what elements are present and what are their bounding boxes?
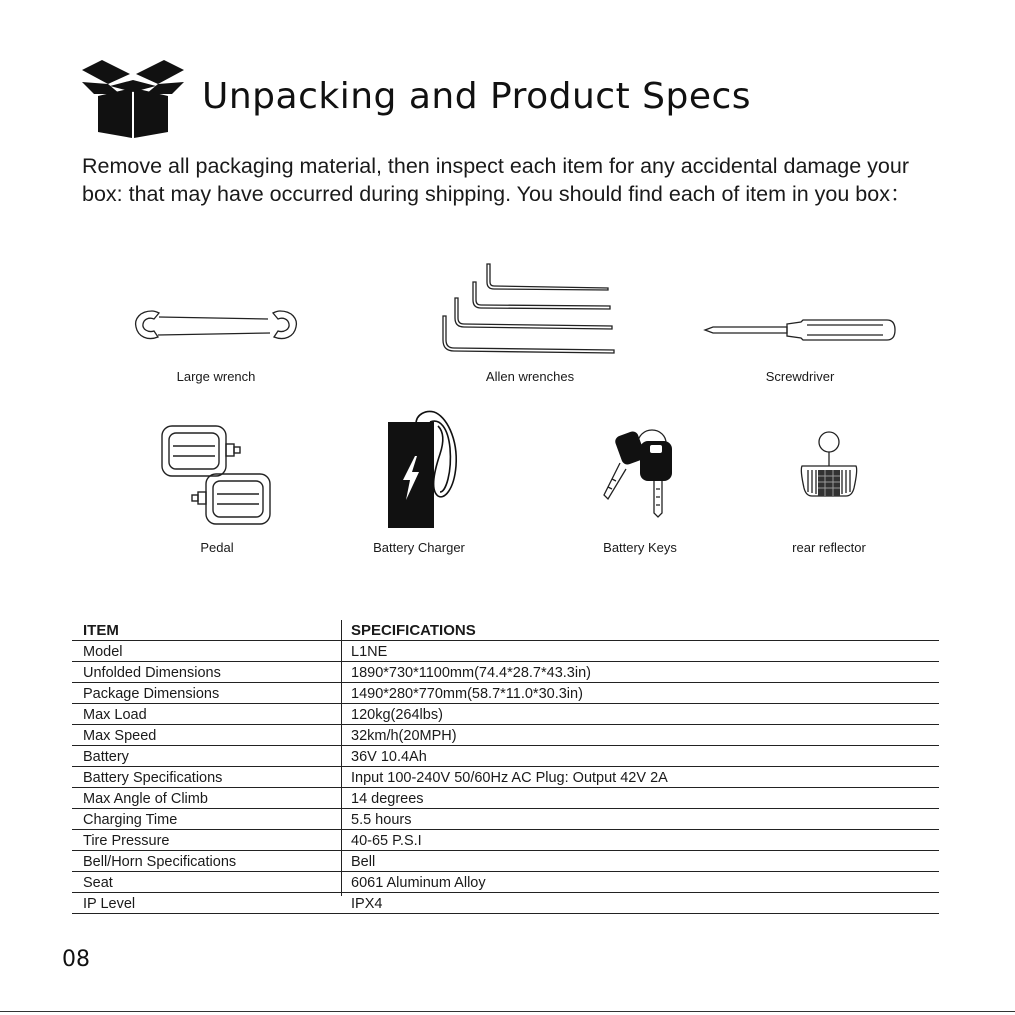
spec-value: 1490*280*770mm(58.7*11.0*30.3in) [351, 686, 583, 702]
screwdriver-icon [703, 316, 897, 344]
page-number: 08 [62, 947, 90, 972]
item-caption: rear reflector [792, 540, 866, 555]
spec-value: Input 100-240V 50/60Hz AC Plug: Output 42V 2A [351, 770, 668, 786]
spec-value: 14 degrees [351, 791, 424, 807]
spec-item: IP Level [83, 896, 136, 912]
item-caption: Screwdriver [765, 369, 835, 384]
column-header-item: ITEM [83, 622, 119, 639]
table-row [72, 788, 939, 809]
item-caption: Pedal [200, 540, 234, 555]
spec-item: Bell/Horn Specifications [83, 854, 237, 870]
spec-value: 5.5 hours [351, 812, 412, 828]
spec-value: 120kg(264lbs) [351, 707, 443, 723]
spec-value: 1890*730*1100mm(74.4*28.7*43.3in) [351, 665, 591, 681]
table-row [72, 683, 939, 704]
charger-icon [386, 408, 466, 530]
wrench-icon [132, 303, 300, 347]
open-box-icon [80, 58, 186, 138]
spec-item: Max Angle of Climb [83, 791, 208, 807]
spec-item: Tire Pressure [83, 833, 170, 849]
column-header-specifications: SPECIFICATIONS [351, 622, 476, 639]
spec-item: Battery [83, 749, 129, 765]
table-row [72, 851, 939, 872]
spec-value: 40-65 P.S.I [351, 833, 422, 849]
column-divider [341, 620, 342, 896]
spec-item: Charging Time [83, 812, 178, 828]
item-caption: Allen wrenches [485, 369, 575, 384]
spec-item: Seat [83, 875, 113, 891]
spec-value: L1NE [351, 644, 388, 660]
reflector-icon [798, 430, 860, 502]
page-title: Unpacking and Product Specs [202, 76, 752, 117]
item-caption: Large wrench [176, 369, 256, 384]
spec-item: Max Load [83, 707, 147, 723]
spec-item: Package Dimensions [83, 686, 220, 702]
spec-item: Battery Specifications [83, 770, 223, 786]
spec-value: 36V 10.4Ah [351, 749, 427, 765]
item-caption: Battery Charger [373, 540, 465, 555]
table-header-row [72, 616, 939, 641]
table-row [72, 830, 939, 851]
table-row [72, 746, 939, 767]
table-row [72, 809, 939, 830]
spec-value: 32km/h(20MPH) [351, 728, 457, 744]
spec-value: Bell [351, 854, 376, 870]
spec-item: Max Speed [83, 728, 157, 744]
table-row [72, 704, 939, 725]
intro-paragraph: Remove all packaging material, then inspect each item for any accidental damage your box: that may have occurred during shipping. You should find each of item in you box： [82, 154, 912, 206]
specifications-table [72, 616, 939, 914]
item-caption: Battery Keys [603, 540, 677, 555]
bottom-divider [0, 1011, 1015, 1012]
spec-item: Model [83, 644, 123, 660]
spec-item: Unfolded Dimensions [83, 665, 221, 681]
table-row [72, 872, 939, 893]
table-row [72, 641, 939, 662]
pedal-icon [160, 424, 272, 526]
table-row [72, 767, 939, 788]
spec-value: IPX4 [351, 896, 383, 912]
allen-wrench-icon [438, 262, 618, 358]
spec-value: 6061 Aluminum Alloy [351, 875, 486, 891]
table-row [72, 662, 939, 683]
table-row [72, 893, 939, 914]
table-row [72, 725, 939, 746]
keys-icon [600, 425, 682, 521]
